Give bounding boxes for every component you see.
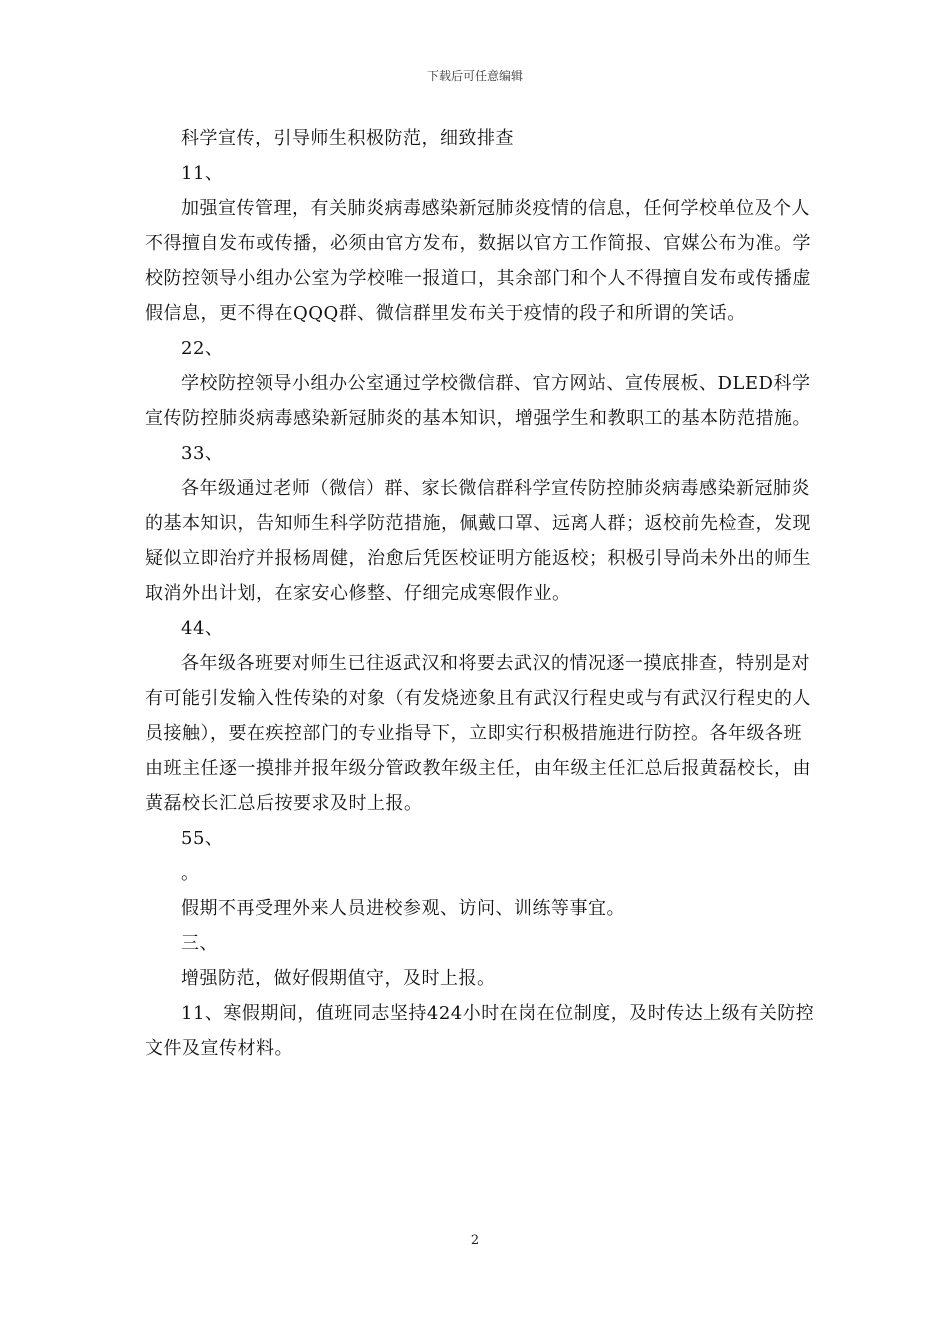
paragraph: 11、寒假期间，值班同志坚持424小时在岗在位制度，及时传达上级有关防控文件及宣传材料。 — [145, 1003, 815, 1059]
document-body — [145, 121, 815, 1066]
paragraph: 学校防控领导小组办公室通过学校微信群、官方网站、宣传展板、DLED科学宣传防控肺炎病毒感染新冠肺炎的基本知识，增强学生和教职工的基本防范措施。 — [145, 373, 811, 429]
item-number: 55、 — [181, 828, 224, 849]
item-number: 44、 — [181, 618, 224, 639]
item-number: 22、 — [181, 338, 224, 359]
paragraph: 科学宣传，引导师生积极防范，细致排查 — [181, 128, 514, 149]
page-number: 2 — [470, 1233, 480, 1248]
item-number: 11、 — [181, 163, 224, 184]
paragraph: 各年级通过老师（微信）群、家长微信群科学宣传防控肺炎病毒感染新冠肺炎的基本知识，告知师生科学防范措施，佩戴口罩、远离人群；返校前先检查，发现疑似立即治疗并报杨周健，治愈后凭医校证明方能返校；积极引导尚未外出的师生取消外出计划，在家安心修整、仔细完成寒假作业。 — [145, 478, 811, 604]
section-heading: 三、 — [181, 933, 218, 954]
paragraph: 各年级各班要对师生已往返武汉和将要去武汉的情况逐一摸底排查，特别是对有可能引发输入性传染的对象（有发烧迹象且有武汉行程史或与有武汉行程史的人员接触），要在疾控部门的专业指导下，立即实行积极措施进行防控。各年级各班由班主任逐一摸排并报年级分管政教年级主任，由年级主任汇总后报黄磊校长，由黄磊校长汇总后按要求及时上报。 — [145, 653, 811, 814]
page-header: 下载后可任意编辑 — [426, 69, 523, 83]
paragraph: 。 — [181, 863, 200, 884]
paragraph: 增强防范，做好假期值守，及时上报。 — [181, 968, 496, 989]
paragraph: 加强宣传管理，有关肺炎病毒感染新冠肺炎疫情的信息，任何学校单位及个人不得擅自发布或传播，必须由官方发布，数据以官方工作简报、官媒公布为准。学校防控领导小组办公室为学校唯一报道口，其余部门和个人不得擅自发布或传播虚假信息，更不得在QQQ群、微信群里发布关于疫情的段子和所谓的笑话。 — [145, 198, 811, 324]
paragraph: 假期不再受理外来人员进校参观、访问、训练等事宜。 — [181, 898, 625, 919]
item-number: 33、 — [181, 443, 224, 464]
